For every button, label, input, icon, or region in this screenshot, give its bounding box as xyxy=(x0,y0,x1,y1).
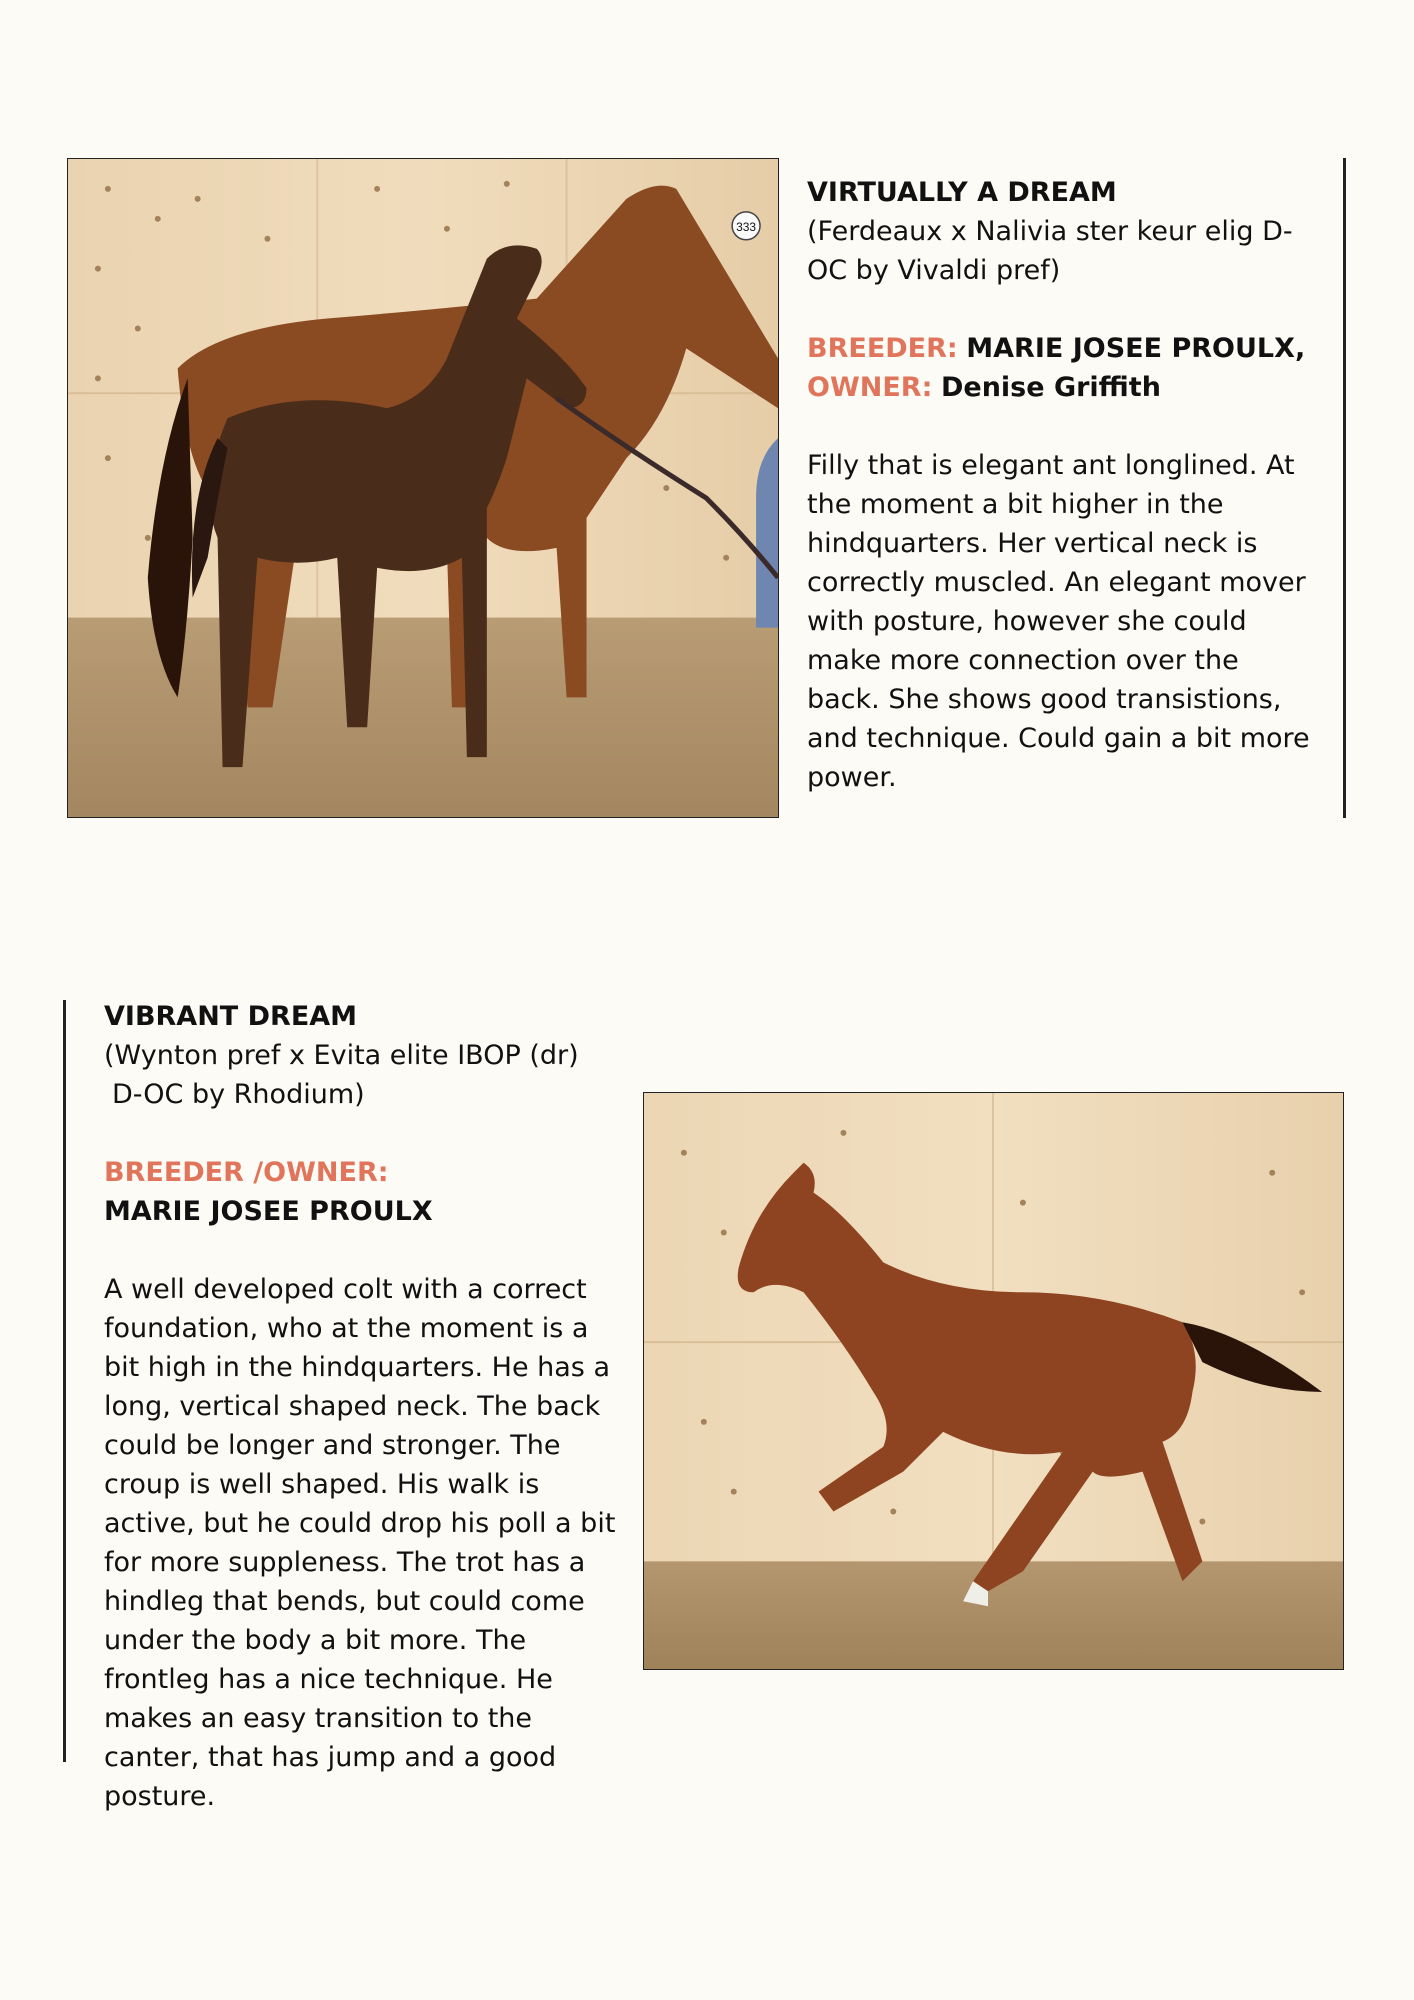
description: A well developed colt with a correct foundation, who at the moment is a bit high in the hindquarters. He has a long, vertical shaped neck. The back could be longer and stronger. The croup is well shaped. His walk is active, but he could drop his poll a bit for more suppleness. The trot has a hindleg that bends, but could come under the body a bit more. The frontleg has a nice technique. He makes an easy transition to the canter, that has jump and a good posture. xyxy=(104,1274,616,1812)
breeder-owner-value: MARIE JOSEE PROULX xyxy=(104,1196,433,1227)
cantering-colt-image xyxy=(644,1093,1343,1669)
breeder-label: BREEDER: xyxy=(807,333,958,364)
entry1-text xyxy=(807,173,1317,797)
number-tag: 333 xyxy=(736,219,757,234)
description: Filly that is elegant ant longlined. At the moment a bit higher in the hindquarters. Her vertical neck is correctly muscled. An elegant mover with posture, however she could make more connection over the back. She shows good transistions, and technique. Could gain a bit more power. xyxy=(807,450,1310,793)
breeder-owner-label: BREEDER /OWNER: xyxy=(104,1157,389,1188)
entry1-vertical-rule xyxy=(1343,158,1346,818)
owner-label: OWNER: xyxy=(807,372,933,403)
photo-virtually-a-dream xyxy=(67,158,779,818)
mare-and-filly-image xyxy=(68,159,778,817)
owner-value: Denise Griffith xyxy=(940,372,1161,403)
breeder-line xyxy=(807,329,1317,368)
owner-line xyxy=(807,368,1317,407)
entry2-vertical-rule xyxy=(63,1000,66,1762)
entry2-text xyxy=(104,997,632,1816)
photo-vibrant-dream xyxy=(643,1092,1344,1670)
pedigree-line-2: D-OC by Rhodium) xyxy=(112,1079,365,1110)
horse-name: VIBRANT DREAM xyxy=(104,1001,358,1032)
pedigree-line-1: (Wynton pref x Evita elite IBOP (dr) xyxy=(104,1040,579,1071)
horse-name: VIRTUALLY A DREAM xyxy=(807,177,1117,208)
breeder-value: MARIE JOSEE PROULX, xyxy=(966,333,1306,364)
pedigree: (Ferdeaux x Nalivia ster keur elig D-OC by Vivaldi pref) xyxy=(807,216,1293,286)
